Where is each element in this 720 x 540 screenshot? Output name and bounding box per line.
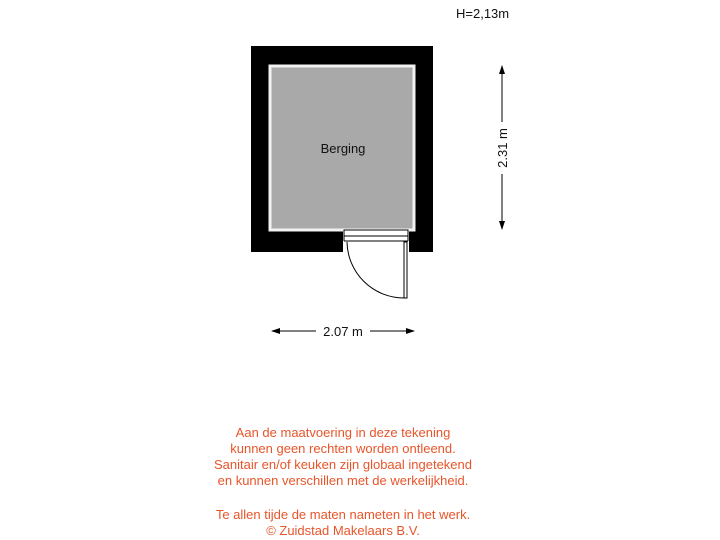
disclaimer-line: Sanitair en/of keuken zijn globaal ingetekend xyxy=(213,457,472,472)
disclaimer-note: Te allen tijde de maten nameten in het werk. xyxy=(215,507,471,522)
disclaimer-line: kunnen geen rechten worden ontleend. xyxy=(230,441,456,456)
disclaimer-line: en kunnen verschillen met de werkelijkheid. xyxy=(217,473,469,488)
door-leaf xyxy=(404,242,407,298)
height-dimension-label: 2.31 m xyxy=(495,128,510,168)
ceiling-height-label: H=2,13m xyxy=(456,6,510,21)
width-arrow-right xyxy=(406,328,415,334)
height-arrow-bottom xyxy=(499,221,505,230)
copyright-notice: © Zuidstad Makelaars B.V. xyxy=(266,523,420,538)
disclaimer-line: Aan de maatvoering in deze tekening xyxy=(235,425,451,440)
disclaimer xyxy=(190,425,496,539)
height-arrow-top xyxy=(499,65,505,74)
room-label: Berging xyxy=(320,141,366,156)
width-dimension-label: 2.07 m xyxy=(323,324,363,339)
width-arrow-left xyxy=(271,328,280,334)
